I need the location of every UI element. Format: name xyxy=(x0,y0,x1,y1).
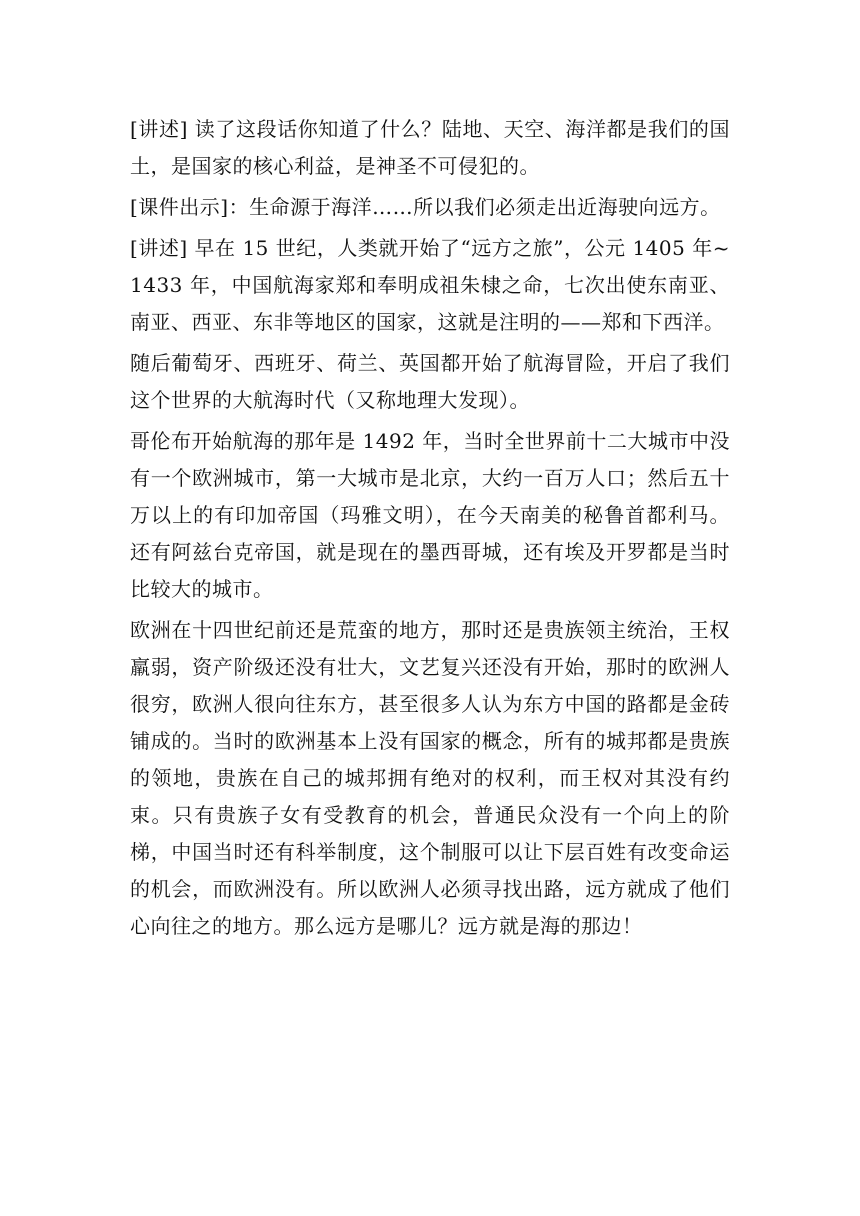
paragraph-columbus-1492: 哥伦布开始航海的那年是 1492 年，当时全世界前十二大城市中没有一个欧洲城市，第一大城市是北京，大约一百万人口；然后五十万以上的有印加帝国（玛雅文明），在今天南美的秘鲁首都利马。还有阿兹台克帝国，就是现在的墨西哥城，还有埃及开罗都是当时比较大的城市。 xyxy=(130,429,730,601)
paragraph-medieval-europe: 欧洲在十四世纪前还是荒蛮的地方，那时还是贵族领主统治，王权羸弱，资产阶级还没有壮大，文艺复兴还没有开始，那时的欧洲人很穷，欧洲人很向往东方，甚至很多人认为东方中国的路都是金砖铺成的。当时的欧洲基本上没有国家的概念，所有的城邦都是贵族的领地，贵族在自己的城邦拥有绝对的权利，而王权对其没有约束。只有贵族子女有受教育的机会，普通民众没有一个向上的阶梯，中国当时还有科举制度，这个制服可以让下层百姓有改变命运的机会，而欧洲没有。所以欧洲人必须寻找出路，远方就成了他们心向往之的地方。那么远方是哪儿？远方就是海的那边！ xyxy=(130,618,730,938)
paragraph-lecture-zheng-he: [讲述] 早在 15 世纪，人类就开始了“远方之旅”，公元 1405 年~1433 年，中国航海家郑和奉明成祖朱棣之命，七次出使东南亚、南亚、西亚、东非等地区的国家，这就是注明的——郑和下西洋。 xyxy=(130,236,730,334)
document-body xyxy=(130,111,730,949)
paragraph-courseware-display: [课件出示]：生命源于海洋……所以我们必须走出近海驶向远方。 xyxy=(130,195,721,219)
paragraph-age-of-discovery: 随后葡萄牙、西班牙、荷兰、英国都开始了航海冒险，开启了我们这个世界的大航海时代（又称地理大发现）。 xyxy=(130,351,730,412)
paragraph-lecture-territory: [讲述] 读了这段话你知道了什么？陆地、天空、海洋都是我们的国土，是国家的核心利益，是神圣不可侵犯的。 xyxy=(130,117,730,178)
